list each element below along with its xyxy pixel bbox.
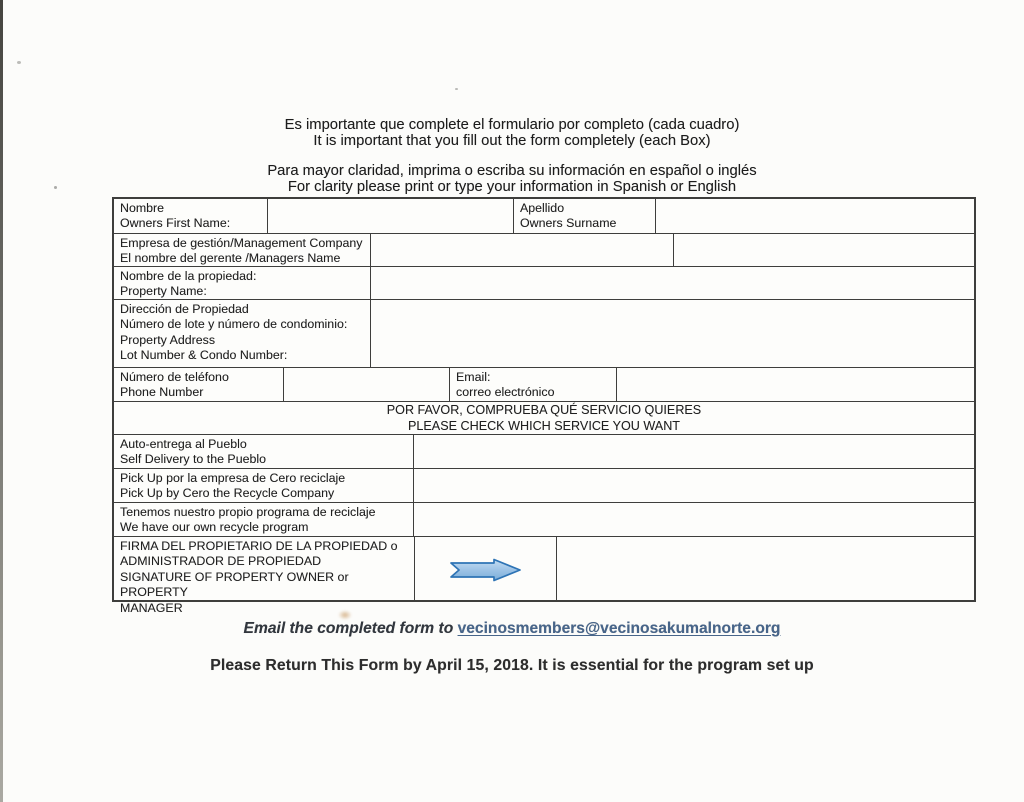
service-pickup-check-cell[interactable] bbox=[413, 469, 974, 502]
management-company-input-cell[interactable] bbox=[370, 234, 673, 266]
row-services-header bbox=[114, 401, 974, 434]
right-arrow-icon bbox=[448, 558, 524, 582]
property-address-label: Dirección de Propiedad Número de lote y número de condominio: Property Address Lot Number & Condo Number: bbox=[120, 302, 348, 363]
surname-input-cell[interactable] bbox=[655, 199, 974, 233]
instructions-complete-form bbox=[0, 117, 1024, 149]
signature-arrow-cell bbox=[414, 537, 556, 600]
email-label: Email: correo electrónico bbox=[449, 368, 616, 401]
scan-speck bbox=[17, 61, 21, 64]
instruction-clarity-en: For clarity please print or type your information in Spanish or English bbox=[287, 179, 737, 195]
row-service-own-program bbox=[114, 502, 974, 536]
row-name bbox=[114, 199, 974, 233]
row-service-pickup bbox=[114, 468, 974, 502]
service-self-delivery-label: Auto-entrega al Pueblo Self Delivery to the Pueblo bbox=[120, 437, 267, 467]
email-instruction-line bbox=[0, 620, 1024, 638]
instruction-clarity-es: Para mayor claridad, imprima o escriba su información en español o inglés bbox=[267, 163, 757, 179]
property-name-input-cell[interactable] bbox=[370, 267, 974, 299]
instructions-clarity bbox=[0, 163, 1024, 195]
instruction-complete-es: Es importante que complete el formulario por completo (cada cuadro) bbox=[284, 117, 740, 133]
scan-speck bbox=[455, 88, 458, 90]
service-own-program-check-cell[interactable] bbox=[413, 503, 974, 536]
row-signature bbox=[114, 536, 974, 615]
surname-label: Apellido Owners Surname bbox=[513, 199, 655, 233]
property-address-input-cell[interactable] bbox=[370, 300, 974, 367]
management-company-extra-cell[interactable] bbox=[673, 234, 974, 266]
property-name-label: Nombre de la propiedad: Property Name: bbox=[120, 269, 257, 299]
email-input-cell[interactable] bbox=[616, 368, 974, 401]
return-deadline-instruction: Please Return This Form by April 15, 2018. It is essential for the program set up bbox=[210, 657, 814, 674]
instruction-complete-en: It is important that you fill out the form completely (each Box) bbox=[313, 133, 711, 149]
form-table bbox=[112, 197, 976, 615]
service-self-delivery-check-cell[interactable] bbox=[413, 435, 974, 468]
services-header: POR FAVOR, COMPRUEBA QUÉ SERVICIO QUIERES PLEASE CHECK WHICH SERVICE YOU WANT bbox=[386, 403, 702, 433]
phone-input-cell[interactable] bbox=[283, 368, 449, 401]
service-pickup-label: Pick Up por la empresa de Cero reciclaje Pick Up by Cero the Recycle Company bbox=[120, 471, 346, 501]
email-address-link[interactable]: vecinosmembers@vecinosakumalnorte.org bbox=[457, 620, 781, 637]
service-own-program-label: Tenemos nuestro propio programa de reciclaje We have our own recycle program bbox=[120, 505, 376, 535]
first-name-label: Nombre Owners First Name: bbox=[120, 201, 231, 231]
phone-label: Número de teléfono Phone Number bbox=[120, 370, 229, 400]
signature-input-cell[interactable] bbox=[556, 537, 974, 600]
management-company-label: Empresa de gestión/Management Company El nombre del gerente /Managers Name bbox=[120, 236, 363, 266]
row-property-name bbox=[114, 266, 974, 299]
row-phone-email bbox=[114, 367, 974, 401]
row-management-company bbox=[114, 233, 974, 266]
row-service-self-delivery bbox=[114, 434, 974, 468]
email-instruction-text: Email the completed form to bbox=[243, 620, 458, 637]
first-name-input-cell[interactable] bbox=[267, 199, 513, 233]
signature-label: FIRMA DEL PROPIETARIO DE LA PROPIEDAD o ADMINISTRADOR DE PROPIEDAD SIGNATURE OF PROPERTY OWNER or PROPERTY MANAGER bbox=[120, 539, 398, 615]
row-property-address bbox=[114, 299, 974, 367]
scan-smudge-artifact bbox=[338, 610, 352, 620]
